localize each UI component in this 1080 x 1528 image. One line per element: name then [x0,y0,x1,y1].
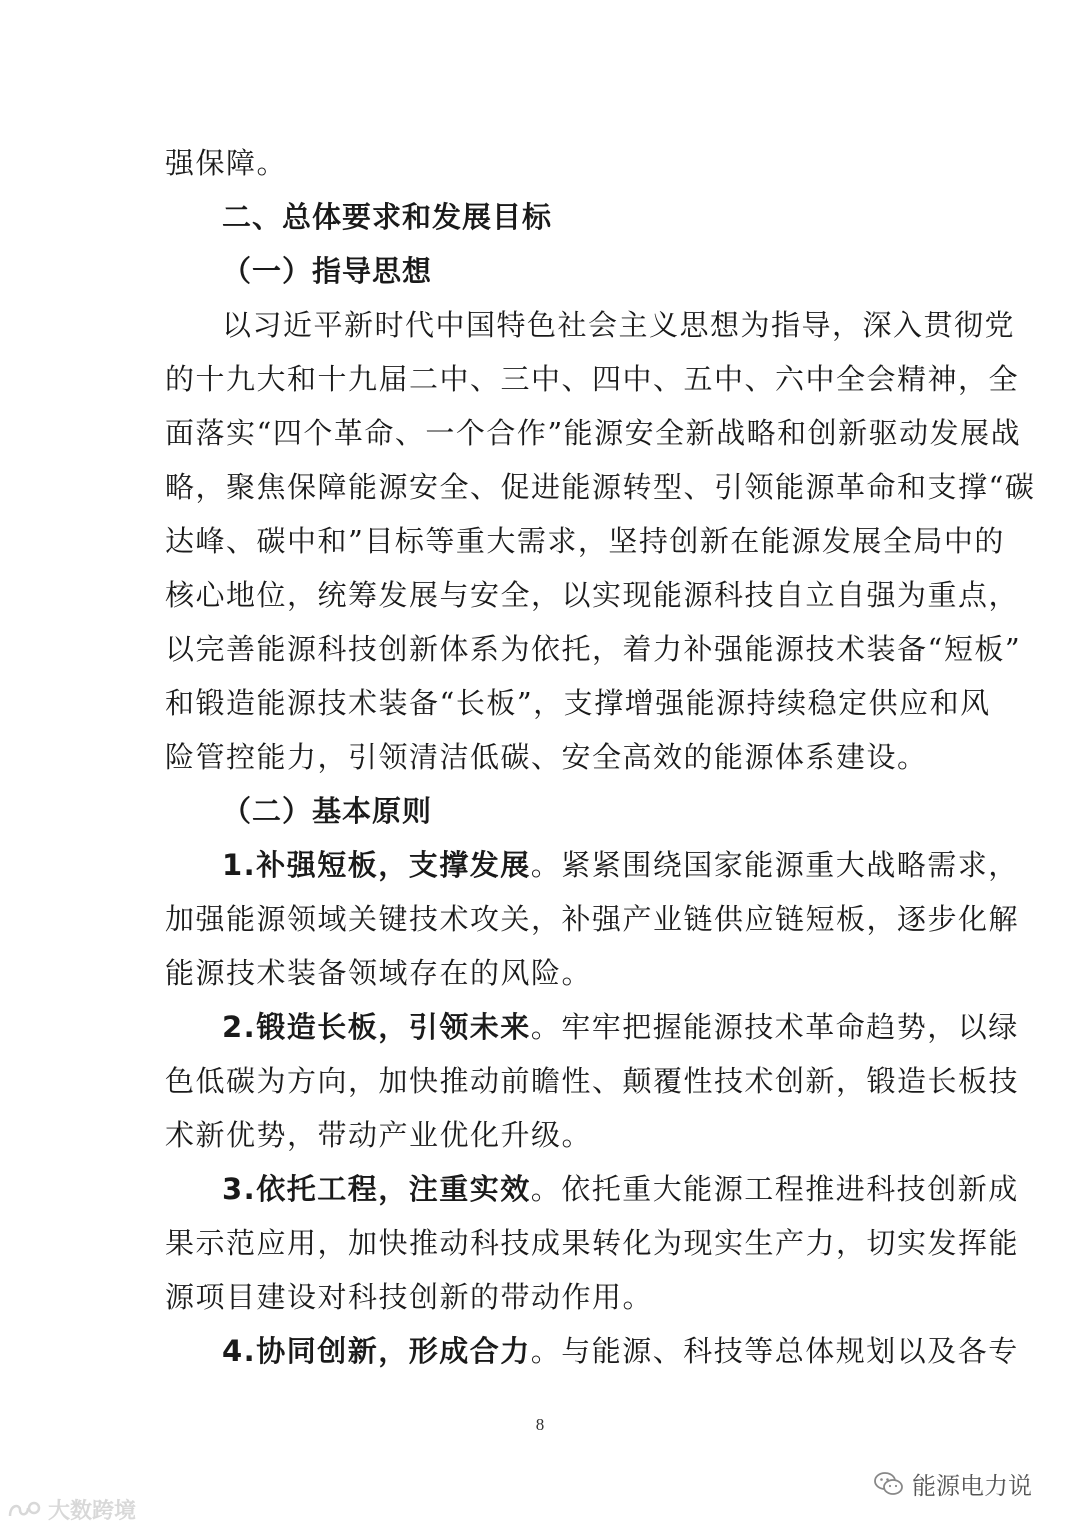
text-line: 的十九大和十九届二中、三中、四中、五中、六中全会精神，全 [165,362,1020,396]
text-line: 术新优势，带动产业优化升级。 [165,1118,593,1152]
text-line: 强保障。 [165,146,288,180]
text-line: 果示范应用，加快推动科技成果转化为现实生产力，切实发挥能 [165,1226,1020,1260]
wechat-icon [874,1471,904,1497]
subsection-heading: （二）基本原则 [222,794,433,828]
principle-line [222,845,1019,885]
text-line: 源项目建设对科技创新的带动作用。 [165,1280,654,1314]
brand-logo-icon [6,1498,42,1522]
text-line: 险管控能力，引领清洁低碳、安全高效的能源体系建设。 [165,740,928,774]
text-line: 达峰、碳中和”目标等重大需求，坚持创新在能源发展全局中的 [165,524,1005,558]
text-line: 色低碳为方向，加快推动前瞻性、颠覆性技术创新，锻造长板技 [165,1064,1020,1098]
section-heading: 二、总体要求和发展目标 [222,200,553,234]
text-line: 能源技术装备领域存在的风险。 [165,956,593,990]
text-line: 核心地位，统筹发展与安全，以实现能源科技自立自强为重点， [165,578,1020,612]
text-line: 略，聚焦保障能源安全、促进能源转型、引领能源革命和支撑“碳 [165,470,1036,504]
principle-title: 2.锻造长板，引领未来 [222,1010,531,1044]
watermark-text: 大数跨境 [48,1499,137,1524]
text-line: 和锻造能源技术装备“长板”，支撑增强能源持续稳定供应和风 [165,686,991,720]
principle-text: 。紧紧围绕国家能源重大战略需求， [530,848,1019,882]
principle-text: 。与能源、科技等总体规划以及各专 [530,1334,1019,1368]
page-number: 8 [535,1415,545,1434]
principle-line [222,1169,1019,1209]
text-line: 加强能源领域关键技术攻关，补强产业链供应链短板，逐步化解 [165,902,1020,936]
text-line: 以习近平新时代中国特色社会主义思想为指导，深入贯彻党 [222,308,1016,342]
watermark-right [874,1466,1032,1501]
principle-text: 。牢牢把握能源技术革命趋势，以绿 [530,1010,1019,1044]
watermark-text: 能源电力说 [912,1472,1032,1500]
principle-title: 4.协同创新，形成合力 [222,1334,531,1368]
subsection-heading: （一）指导思想 [222,254,433,288]
watermark-left [6,1494,136,1525]
principle-line [222,1331,1019,1371]
text-line: 以完善能源科技创新体系为依托，着力补强能源技术装备“短板” [165,632,1022,666]
principle-title: 1.补强短板，支撑发展 [222,848,531,882]
principle-title: 3.依托工程，注重实效 [222,1172,531,1206]
principle-text: 。依托重大能源工程推进科技创新成 [530,1172,1019,1206]
principle-line [222,1007,1019,1047]
text-line: 面落实“四个革命、一个合作”能源安全新战略和创新驱动发展战 [165,416,1022,450]
